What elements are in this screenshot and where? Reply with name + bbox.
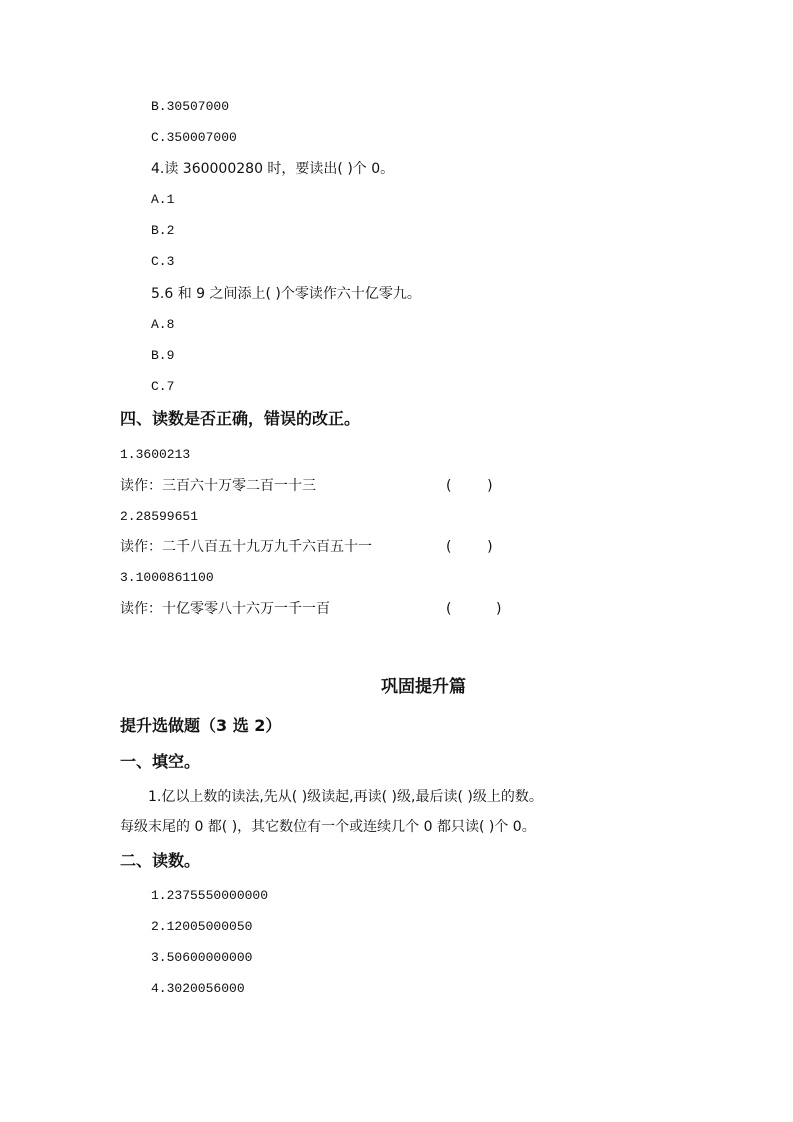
q5-stem: 5.6 和 9 之间添上( )个零读作六十亿零九。 [151, 286, 421, 302]
p2-reading-item-4: 4.3020056000 [151, 981, 245, 996]
s4-item3-number: 3.1000861100 [120, 570, 214, 585]
s4-item1-answer-blank: ( ) [446, 478, 493, 494]
q5-option-b: B.9 [151, 348, 175, 363]
p2-reading-item-2: 2.12005000050 [151, 919, 253, 934]
q5-option-a: A.8 [151, 317, 175, 332]
s4-item1-reading: 读作：三百六十万零二百一十三 [120, 478, 316, 494]
p2-section1-line2: 每级末尾的 0 都( )，其它数位有一个或连续几个 0 都只读( )个 0。 [120, 819, 536, 835]
part2-title: 巩固提升篇 [381, 677, 466, 697]
section4-heading: 四、读数是否正确，错误的改正。 [120, 409, 361, 428]
p2-section1-line1: 1.亿以上数的读法,先从( )级读起,再读( )级,最后读( )级上的数。 [148, 789, 543, 805]
p2-section2-heading: 二、读数。 [120, 851, 201, 870]
p2-section1-heading: 一、填空。 [120, 752, 201, 771]
q4-option-b: B.2 [151, 223, 175, 238]
s4-item2-number: 2.28599651 [120, 509, 199, 524]
s4-item3-answer-blank: ( ) [446, 601, 502, 617]
q4-option-a: A.1 [151, 192, 175, 207]
s4-item2-reading: 读作：二千八百五十九万九千六百五十一 [120, 539, 372, 555]
p2-reading-item-3: 3.50600000000 [151, 950, 253, 965]
q4-option-c: C.3 [151, 254, 175, 269]
s4-item2-answer-blank: ( ) [446, 539, 493, 555]
q3-option-c: C.350007000 [151, 130, 237, 145]
q4-stem: 4.读 360000280 时，要读出( )个 0。 [151, 161, 395, 177]
s4-item1-number: 1.3600213 [120, 447, 191, 462]
part2-subtitle: 提升选做题（3 选 2） [120, 716, 282, 735]
p2-reading-item-1: 1.2375550000000 [151, 888, 269, 903]
s4-item3-reading: 读作：十亿零零八十六万一千一百 [120, 601, 330, 617]
q3-option-b: B.30507000 [151, 99, 230, 114]
q5-option-c: C.7 [151, 379, 175, 394]
